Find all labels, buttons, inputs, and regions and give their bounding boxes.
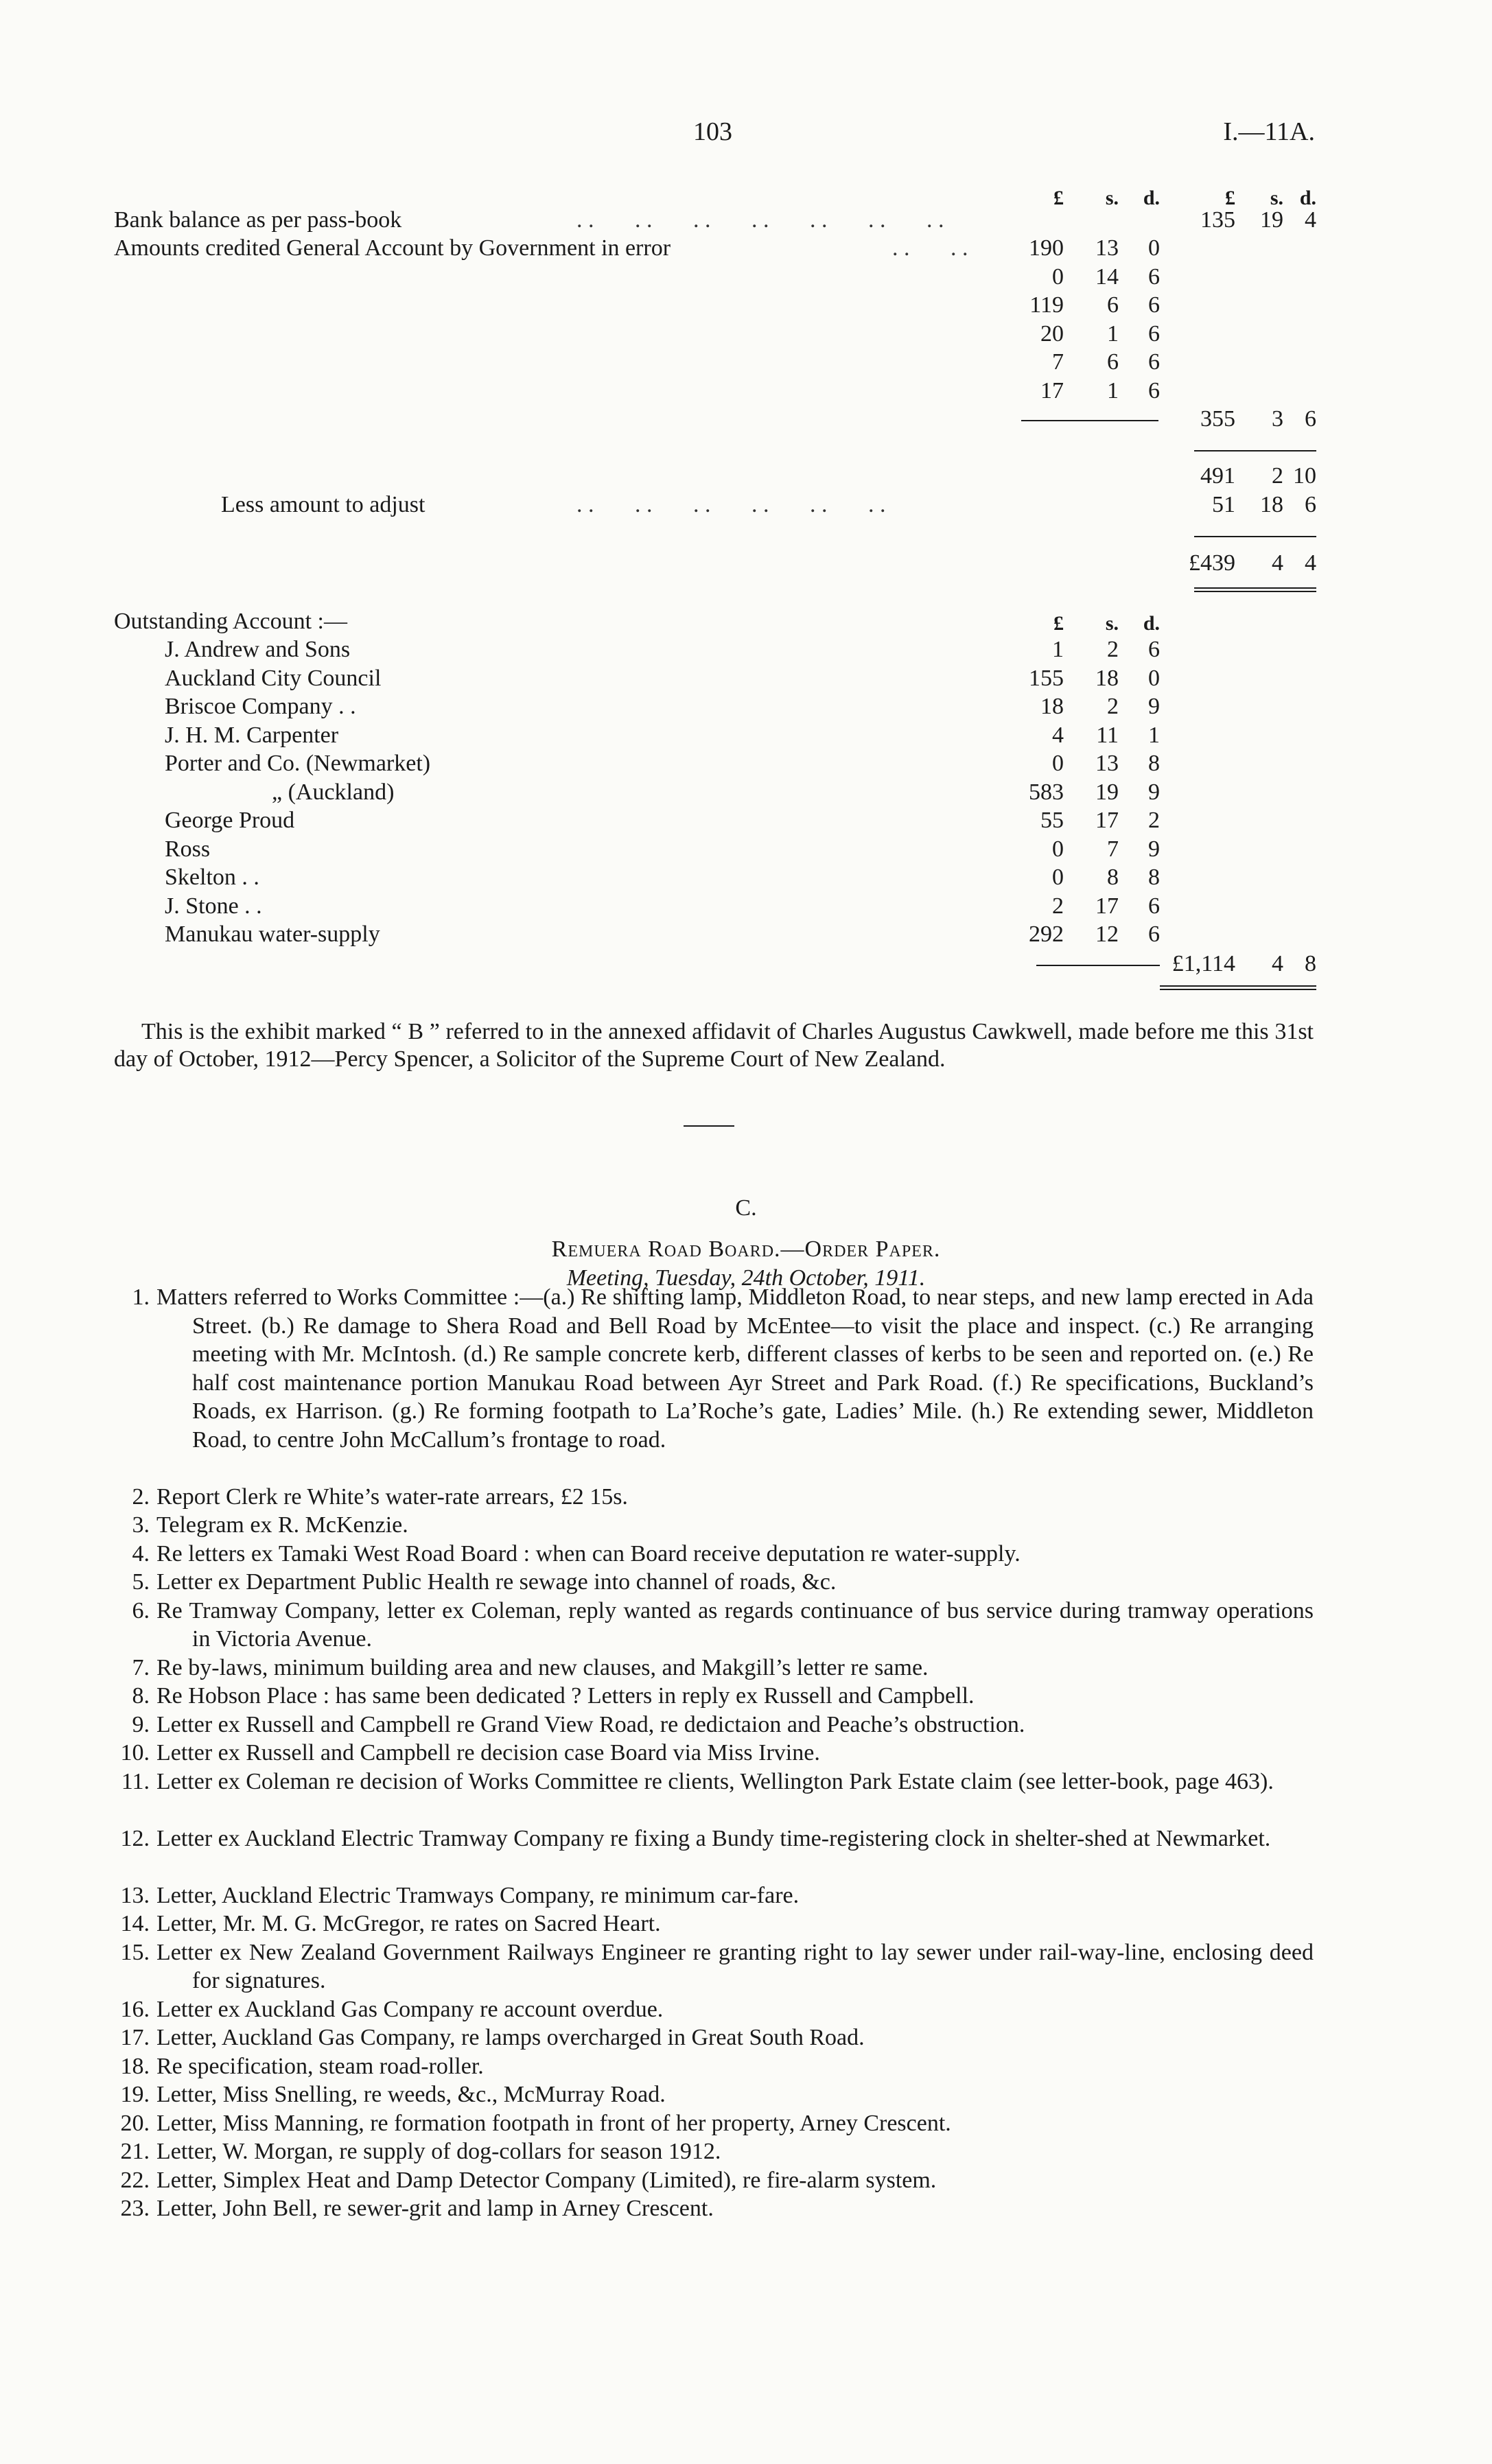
credited-item-pence: 6 xyxy=(1148,349,1160,375)
order-item-text: Letter ex Russell and Campbell re decision case Board via Miss Irvine. xyxy=(156,1740,820,1765)
outstanding-shillings: 7 xyxy=(1107,836,1119,862)
subtotal-shillings: 2 xyxy=(1272,463,1283,489)
outstanding-pence: 2 xyxy=(1148,808,1160,833)
rule xyxy=(1021,420,1158,421)
col-header-pence: d. xyxy=(1143,612,1160,635)
order-item-number: 13. xyxy=(120,1882,150,1908)
order-item-number: 3. xyxy=(132,1512,150,1538)
col-header-pounds: £ xyxy=(1053,187,1064,209)
outstanding-pence: 0 xyxy=(1148,665,1160,691)
final-pounds: £439 xyxy=(1189,550,1235,576)
outstanding-heading: Outstanding Account :— xyxy=(114,609,347,634)
col-header-shillings-outer: s. xyxy=(1270,187,1283,209)
outstanding-pounds: 1 xyxy=(1052,637,1064,662)
order-item-number: 12. xyxy=(120,1825,150,1851)
outstanding-name: „ (Auckland) xyxy=(272,779,395,805)
outstanding-name: Auckland City Council xyxy=(165,665,382,691)
outstanding-shillings: 17 xyxy=(1095,893,1119,919)
section-title: Remuera Road Board.—Order Paper. xyxy=(551,1236,941,1262)
section-divider xyxy=(684,1125,734,1127)
credited-item-pounds: 17 xyxy=(1040,377,1064,403)
outstanding-pounds: 4 xyxy=(1052,722,1064,748)
outstanding-shillings: 11 xyxy=(1096,722,1119,748)
credited-item-pounds: 7 xyxy=(1052,349,1064,375)
order-item-text: Letter ex New Zealand Government Railways Engineer re granting right to lay sewer under rail-way-line, enclosing deed for signatures. xyxy=(156,1939,1314,1993)
outstanding-pence: 9 xyxy=(1148,694,1160,719)
subtotal-pence: 10 xyxy=(1293,463,1316,489)
outstanding-shillings: 2 xyxy=(1107,637,1119,662)
credited-total-pounds: 355 xyxy=(1200,406,1235,432)
outstanding-pence: 9 xyxy=(1148,779,1160,805)
col-header-pounds: £ xyxy=(1053,612,1064,635)
order-item-number: 17. xyxy=(120,2025,150,2050)
order-item-text: Re Tramway Company, letter ex Coleman, reply wanted as regards continuance of bus service during tramway operations in Victoria Avenue. xyxy=(156,1597,1314,1652)
order-item-number: 7. xyxy=(132,1654,150,1680)
bank-balance-shillings: 19 xyxy=(1260,207,1283,233)
outstanding-shillings: 13 xyxy=(1095,751,1119,776)
outstanding-shillings: 19 xyxy=(1095,779,1119,805)
order-item-number: 10. xyxy=(120,1740,150,1765)
credited-total-shillings: 3 xyxy=(1272,406,1283,432)
outstanding-shillings: 17 xyxy=(1095,808,1119,833)
outstanding-pounds: 55 xyxy=(1040,808,1064,833)
final-pence: 4 xyxy=(1305,550,1316,576)
outstanding-pounds: 0 xyxy=(1052,751,1064,776)
order-item-text: Re specification, steam road-roller. xyxy=(156,2053,484,2079)
credited-item-pence: 6 xyxy=(1148,292,1160,318)
credited-item-shillings: 1 xyxy=(1107,377,1119,403)
outstanding-pounds: 18 xyxy=(1040,694,1064,719)
outstanding-shillings: 8 xyxy=(1107,865,1119,890)
credited-item-shillings: 6 xyxy=(1107,349,1119,375)
order-item-number: 11. xyxy=(121,1768,150,1794)
credited-item-pence: 6 xyxy=(1148,320,1160,347)
outstanding-pounds: 0 xyxy=(1052,865,1064,890)
order-item-text: Letter ex Auckland Electric Tramway Company re fixing a Bundy time-registering clock in shelter-shed at Newmarket. xyxy=(156,1825,1271,1851)
outstanding-shillings: 12 xyxy=(1095,922,1119,947)
order-item-number: 6. xyxy=(132,1597,150,1623)
credited-item-shillings: 13 xyxy=(1095,235,1119,261)
subtotal-pounds: 491 xyxy=(1200,463,1235,489)
order-item-text: Re letters ex Tamaki West Road Board : when can Board receive deputation re water-supply. xyxy=(156,1540,1021,1567)
leader-dots: . . . . . . . . . . . . xyxy=(576,492,886,517)
order-item-text: Letter, Simplex Heat and Damp Detector Company (Limited), re fire-alarm system. xyxy=(156,2167,937,2193)
outstanding-name: J. Andrew and Sons xyxy=(165,637,351,662)
bank-balance-pence: 4 xyxy=(1305,207,1316,233)
outstanding-total-pounds: £1,114 xyxy=(1172,951,1235,976)
order-item-number: 2. xyxy=(132,1483,150,1510)
order-item-number: 18. xyxy=(120,2053,150,2079)
order-item-text: Re Hobson Place : has same been dedicated ? Letters in reply ex Russell and Campbell. xyxy=(156,1683,975,1709)
order-item-text: Letter ex Coleman re decision of Works Committee re clients, Wellington Park Estate claim (see letter-book, page 463). xyxy=(156,1768,1274,1794)
leader-dots: . . . . xyxy=(892,235,968,261)
outstanding-pounds: 583 xyxy=(1029,779,1064,805)
col-header-pence-outer: d. xyxy=(1299,187,1316,209)
double-rule xyxy=(1194,587,1316,592)
outstanding-name: Ross xyxy=(165,836,211,862)
less-shillings: 18 xyxy=(1260,492,1283,517)
credited-item-pounds: 119 xyxy=(1029,292,1064,318)
rule xyxy=(1194,450,1316,451)
section-letter: C. xyxy=(735,1195,757,1221)
bank-balance-label: Bank balance as per pass-book xyxy=(114,207,402,233)
bank-balance-pounds: 135 xyxy=(1200,207,1235,233)
order-item-text: Re by-laws, minimum building area and new clauses, and Makgill’s letter re same. xyxy=(156,1654,929,1680)
outstanding-total-shillings: 4 xyxy=(1272,951,1283,976)
credited-item-pence: 6 xyxy=(1148,263,1160,290)
outstanding-pence: 1 xyxy=(1148,722,1160,748)
order-item-text: Report Clerk re White’s water-rate arrears, £2 15s. xyxy=(156,1483,628,1510)
order-item-number: 1. xyxy=(132,1284,150,1310)
order-item-text: Letter, John Bell, re sewer-grit and lamp in Arney Crescent. xyxy=(156,2196,714,2221)
order-item-number: 23. xyxy=(120,2196,150,2221)
credited-item-shillings: 6 xyxy=(1107,292,1119,318)
outstanding-total-pence: 8 xyxy=(1305,951,1316,976)
outstanding-pence: 6 xyxy=(1148,637,1160,662)
order-item-number: 16. xyxy=(120,1996,150,2022)
order-item-number: 14. xyxy=(120,1911,150,1936)
order-item-text: Letter ex Department Public Health re sewage into channel of roads, &c. xyxy=(156,1569,837,1595)
order-item-number: 5. xyxy=(132,1569,150,1595)
order-item-text: Letter, Auckland Electric Tramways Company, re minimum car-fare. xyxy=(156,1882,800,1908)
credited-item-pence: 6 xyxy=(1148,377,1160,403)
order-item-text: Telegram ex R. McKenzie. xyxy=(156,1512,408,1538)
outstanding-name: Briscoe Company . . xyxy=(165,694,356,719)
outstanding-pence: 8 xyxy=(1148,865,1160,890)
order-item-number: 15. xyxy=(120,1939,150,1965)
order-item-text: Letter, Mr. M. G. McGregor, re rates on Sacred Heart. xyxy=(156,1911,661,1936)
credited-item-pounds: 20 xyxy=(1040,320,1064,347)
outstanding-name: J. H. M. Carpenter xyxy=(165,722,339,748)
order-item-text: Letter ex Russell and Campbell re Grand View Road, re dedictaion and Peache’s obstruction. xyxy=(156,1711,1025,1737)
outstanding-pounds: 0 xyxy=(1052,836,1064,862)
order-item-number: 20. xyxy=(120,2110,150,2136)
credited-total-pence: 6 xyxy=(1305,406,1316,432)
credited-item-shillings: 1 xyxy=(1107,320,1119,347)
page-number: 103 xyxy=(693,117,732,146)
less-label: Less amount to adjust xyxy=(221,492,426,517)
order-item-text: Letter, Miss Manning, re formation footpath in front of her property, Arney Crescent. xyxy=(156,2110,951,2136)
outstanding-shillings: 2 xyxy=(1107,694,1119,719)
col-header-shillings: s. xyxy=(1105,612,1119,635)
order-item-text: Letter, W. Morgan, re supply of dog-collars for season 1912. xyxy=(156,2139,721,2164)
col-header-shillings: s. xyxy=(1105,187,1119,209)
outstanding-name: Porter and Co. (Newmarket) xyxy=(165,751,431,776)
credited-item-pounds: 0 xyxy=(1052,263,1064,290)
credited-item-pence: 0 xyxy=(1148,235,1160,261)
outstanding-pence: 6 xyxy=(1148,922,1160,947)
order-item-text: Letter ex Auckland Gas Company re account overdue. xyxy=(156,1996,664,2022)
order-item-number: 4. xyxy=(132,1540,150,1567)
outstanding-shillings: 18 xyxy=(1095,665,1119,691)
outstanding-name: J. Stone . . xyxy=(165,893,262,919)
outstanding-pounds: 2 xyxy=(1052,893,1064,919)
credited-label: Amounts credited General Account by Government in error xyxy=(114,235,671,261)
rule xyxy=(1194,536,1316,537)
outstanding-name: Skelton . . xyxy=(165,865,259,890)
leader-dots: . . . . . . . . . . . . . . xyxy=(576,207,944,233)
less-pence: 6 xyxy=(1305,492,1316,517)
outstanding-pence: 6 xyxy=(1148,893,1160,919)
document-reference: I.—11A. xyxy=(1223,117,1315,146)
outstanding-pence: 9 xyxy=(1148,836,1160,862)
order-item-number: 19. xyxy=(120,2082,150,2107)
outstanding-name: George Proud xyxy=(165,808,295,833)
outstanding-pounds: 155 xyxy=(1029,665,1064,691)
less-pounds: 51 xyxy=(1212,492,1235,517)
col-header-pounds-outer: £ xyxy=(1225,187,1235,209)
order-item-text: Matters referred to Works Committee :—(a.) Re shifting lamp, Middleton Road, to near steps, and new lamp erected in Ada Street. (b.) Re damage to Shera Road and Bell Road by McEntee—to visit the place and inspect. (c.) Re arranging meeting with Mr. McIntosh. (d.) Re sample concrete kerb, different classes of kerbs to be seen and reported on. (e.) Re half cost maintenance portion Manukau Road between Ayr Street and Park Road. (f.) Re specifications, Buckland’s Roads, ex Harrison. (g.) Re forming footpath to La’Roche’s gate, Ladies’ Mile. (h.) Re extending sewer, Middleton Road, to centre John McCallum’s frontage to road. xyxy=(156,1284,1314,1453)
order-item-number: 9. xyxy=(132,1711,150,1737)
order-item-number: 22. xyxy=(120,2167,150,2193)
order-item-number: 21. xyxy=(120,2139,150,2164)
order-item-text: Letter, Auckland Gas Company, re lamps overcharged in Great South Road. xyxy=(156,2025,865,2050)
credited-item-pounds: 190 xyxy=(1029,235,1064,261)
double-rule xyxy=(1160,985,1316,990)
col-header-pence: d. xyxy=(1143,187,1160,209)
section-subtitle: Meeting, Tuesday, 24th October, 1911. xyxy=(566,1265,926,1291)
credited-item-shillings: 14 xyxy=(1095,263,1119,290)
order-item-number: 8. xyxy=(132,1683,150,1709)
order-item-text: Letter, Miss Snelling, re weeds, &c., McMurray Road. xyxy=(156,2082,666,2107)
final-shillings: 4 xyxy=(1272,550,1283,576)
outstanding-name: Manukau water-supply xyxy=(165,922,380,947)
exhibit-note: This is the exhibit marked “ B ” referred to in the annexed affidavit of Charles Augustus Cawkwell, made before me this 31st day of October, 1912—Percy Spencer, a Solicitor of the Supreme Court of New Zealand. xyxy=(114,1019,1314,1072)
outstanding-pence: 8 xyxy=(1148,751,1160,776)
outstanding-pounds: 292 xyxy=(1029,922,1064,947)
